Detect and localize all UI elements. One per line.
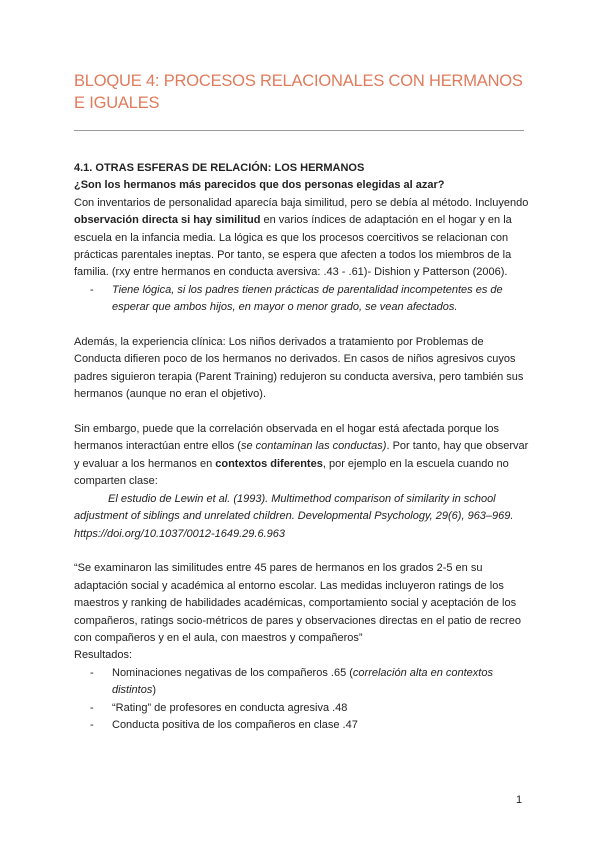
study-quote: “Se examinaron las similitudes entre 45 pares de hermanos en los grados 2-5 en su adaptación social y académica al entorno escolar. Las medidas incluyeron ratings de los maestros y ranking de habilidades académicas, comportamiento social y aceptación de los compañeros, ratings socio-métricos de pares y observaciones directas en el patio de recreo con compañeros y en el aula, con maestros y compañeros” (74, 562, 521, 644)
paragraph-3-text-c: , por ejemplo en la escuela cuando no comparten clase: (74, 457, 509, 488)
content-body (74, 160, 530, 734)
paragraph-3-text-a: Sin embargo, puede que la correlación observada en el hogar está afectada porque los hermanos interactúan entre ellos ( (74, 423, 500, 453)
page-number: 1 (516, 794, 523, 806)
page-title: BLOQUE 4: PROCESOS RELACIONALES CON HERMANOS E IGUALES (74, 72, 523, 112)
result-italic: correlación alta en contextos distintos (112, 666, 493, 697)
note-text: Tiene lógica, si los padres tienen prácticas de parentalidad incompetentes es de esperar que ambos hijos, en mayor o menor grado, se vean afectados. (112, 283, 503, 314)
list-item (74, 700, 530, 717)
note-list (74, 282, 530, 317)
section-question: ¿Son los hermanos más parecidos que dos personas elegidas al azar? (74, 179, 445, 192)
paragraph-1 (74, 195, 530, 282)
paragraph-1-text-a: Con inventarios de personalidad aparecía baja similitud, pero se debía al método. Incluyendo (74, 196, 529, 209)
paragraph-3-bold: contextos diferentes (215, 457, 323, 470)
paragraph-1-text-b: en varios índices de adaptación en el hogar y en la escuela en la infancia media. La lógica es que los procesos coercitivos se relacionan con prácticas parentales ineptas. Por tanto, se espera que afecten a todos los miembros de la familia. (rxy entre hermanos en conducta aversiva: .43 - .61)- Dishion y Patterson (2006). (74, 214, 512, 279)
paragraph-2: Además, la experiencia clínica: Los niños derivados a tratamiento por Problemas de Conducta difieren poco de los hermanos no derivados. En casos de niños agresivos cuyos padres siguieron terapia (Parent Training) redujeron su conducta aversiva, pero también sus hermanos (aunque no eran el objetivo). (74, 336, 524, 401)
section-heading: 4.1. OTRAS ESFERAS DE RELACIÓN: LOS HERMANOS (74, 162, 365, 174)
list-item (74, 282, 530, 317)
result-text: “Rating” de profesores en conducta agresiva .48 (112, 701, 348, 714)
dash-marker: - (90, 701, 94, 714)
result-text: Nominaciones negativas de los compañeros .65 ( (112, 666, 353, 679)
paragraph-3-text-b: . Por tanto, hay que observar y evaluar a los hermanos en (74, 440, 529, 470)
list-item (74, 717, 530, 734)
paragraph-3 (74, 421, 530, 491)
result-text: Conducta positiva de los compañeros en clase .47 (112, 718, 358, 731)
paragraph-3-italic: se contaminan las conductas) (240, 440, 387, 453)
result-end: ) (152, 684, 157, 697)
divider (74, 130, 524, 131)
paragraph-1-bold: observación directa si hay similitud (74, 214, 261, 227)
list-item (74, 665, 530, 700)
dash-marker: - (90, 283, 94, 296)
results-label: Resultados: (74, 649, 133, 662)
dash-marker: - (90, 666, 94, 679)
results-list (74, 665, 530, 735)
dash-marker: - (90, 718, 94, 731)
citation: El estudio de Lewin et al. (1993). Multimethod comparison of similarity in school adjustment of siblings and unrelated children. Developmental Psychology, 29(6), 963–969. https://doi.org/10.1037/0012-1649.29.6.963 (74, 492, 514, 540)
